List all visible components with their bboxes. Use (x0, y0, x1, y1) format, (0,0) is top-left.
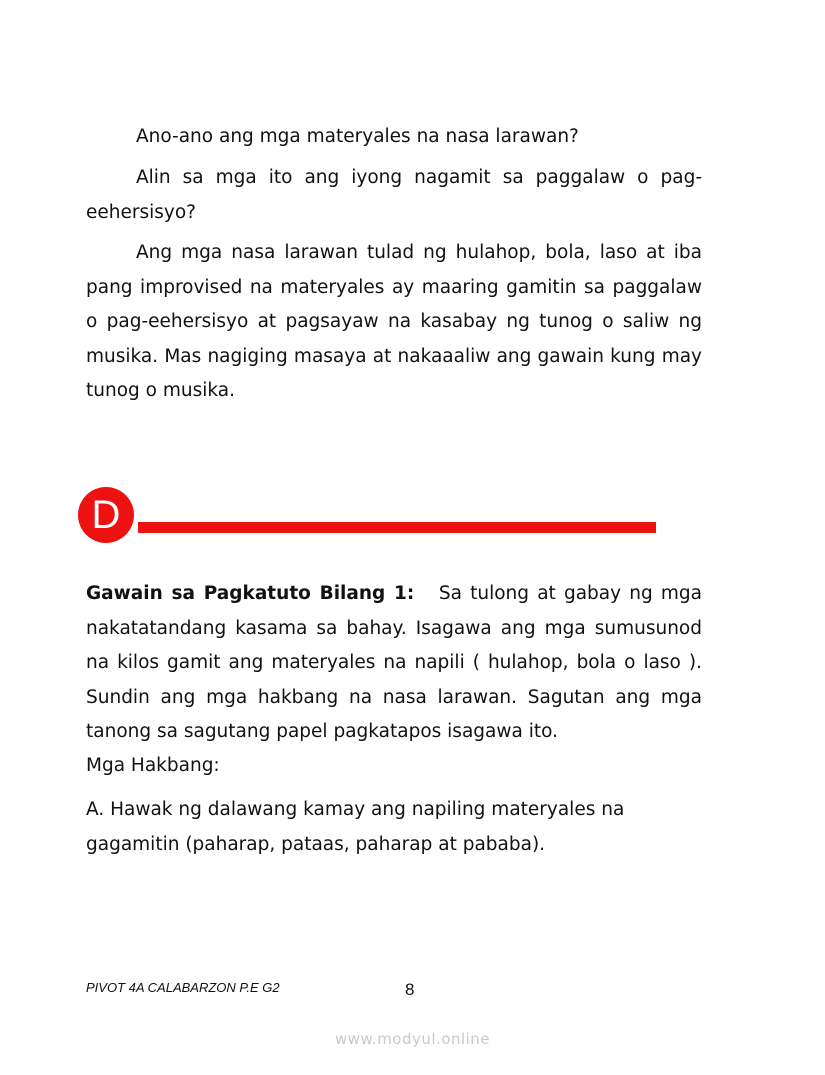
steps-heading: Mga Hakbang: (86, 755, 220, 776)
page-number: 8 (405, 980, 415, 999)
section-d-badge: D (78, 487, 134, 543)
watermark-url: www.modyul.online (334, 1030, 491, 1048)
section-divider-bar (138, 522, 656, 533)
step-a: A. Hawak ng dalawang kamay ang napiling materyales na gagamitin (paharap, pataas, paharap at pababa). (86, 799, 625, 855)
question-materials: Ano-ano ang mga materyales na nasa larawan? (136, 126, 579, 147)
activity-instructions: Sa tulong at gabay ng mga nakatatandang kasama sa bahay. Isagawa ang mga sumusunod na kilos gamit ang materyales na napili ( hulahop, bola o laso ). Sundin ang mga hakbang na nasa larawan. Sagutan ang mga tanong sa sagutang papel pagkatapos isagawa ito. (86, 583, 703, 742)
question-used-materials: Alin sa mga ito ang iyong nagamit sa paggalaw o pag-eehersisyo? (86, 167, 702, 223)
activity-title: Gawain sa Pagkatuto Bilang 1: (86, 583, 415, 604)
explanation-paragraph: Ang mga nasa larawan tulad ng hulahop, bola, laso at iba pang improvised na materyales ay maaring gamitin sa paggalaw o pag-eehersisyo at pagsayaw na kasabay ng tunog o saliw ng musika. Mas nagiging masaya at nakaaaliw ang gawain kung may tunog o musika. (86, 242, 702, 401)
activity-paragraph (86, 577, 702, 750)
footer-source: PIVOT 4A CALABARZON P.E G2 (86, 980, 280, 995)
